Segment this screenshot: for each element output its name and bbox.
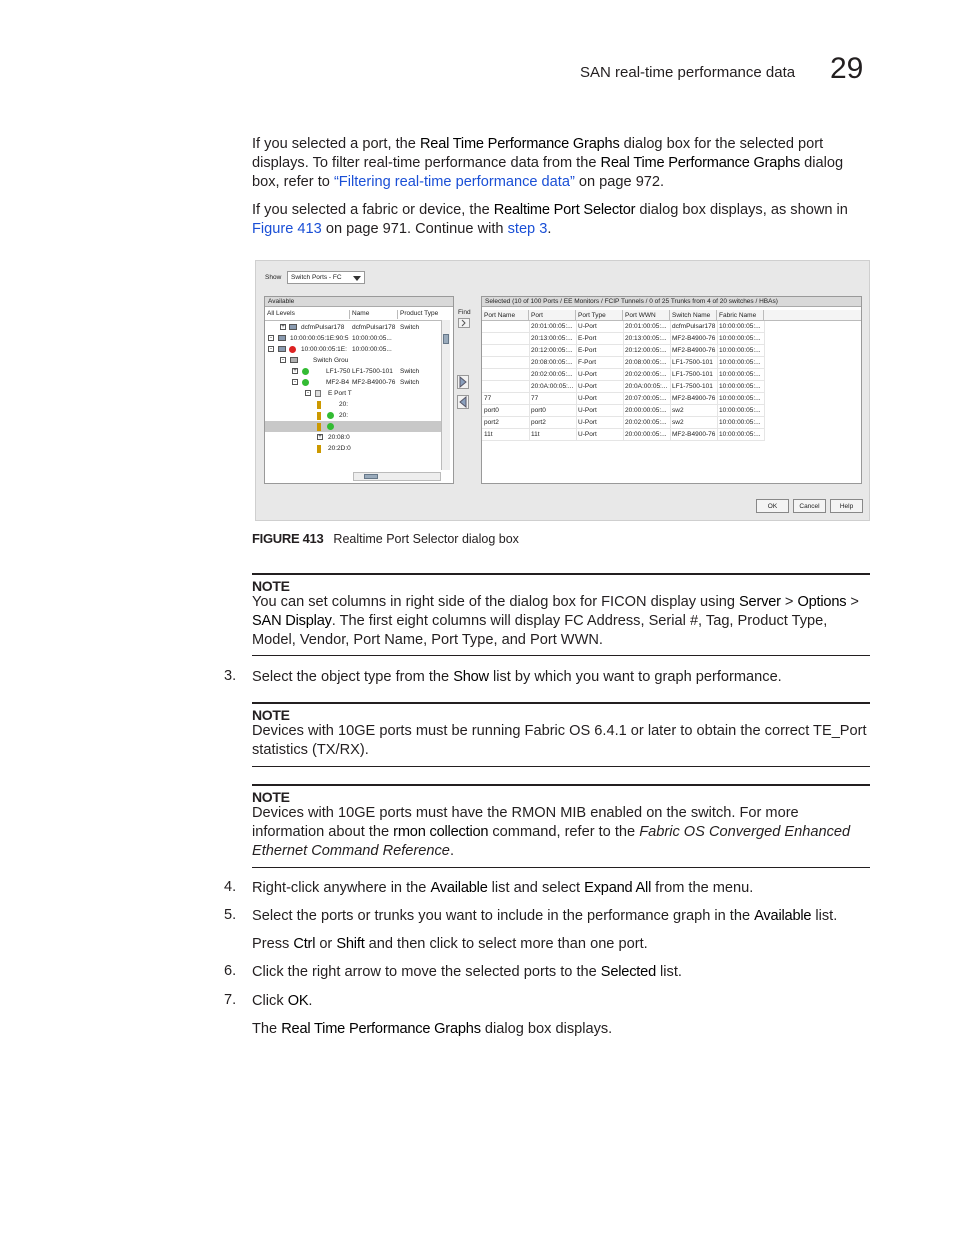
table-cell: U-Port [578,431,597,438]
table-cell [482,381,529,393]
move-left-button[interactable] [457,395,469,409]
note-body: You can set columns in right side of the dialog box for FICON display using Server > Options > SAN Display. The first eight columns will display FC Address, Serial #, Tag, Product Type, Model, Vendor, Port Name, Port Type, and Port WWN. [252,594,859,648]
table-cell: port0 [531,407,546,414]
selected-grid [482,321,861,451]
running-header-title: SAN real-time performance data [580,64,796,81]
table-cell: 20:0A:00:05:... [531,383,574,390]
table-cell: 20:08:00:05:... [625,359,667,366]
table-cell: 20:02:00:05:... [625,419,667,426]
selected-pane [481,296,862,484]
collapse-icon[interactable]: - [307,390,309,396]
help-button[interactable]: Help [830,499,863,513]
tree-row[interactable]: 20:2D:0 [265,443,441,454]
available-pane [264,296,454,484]
step-number: 4. [224,879,237,895]
table-cell: 11t [531,431,540,438]
status-error-icon [289,346,296,353]
ok-button[interactable]: OK [756,499,789,513]
table-cell: 10:00:00:05:... [719,347,761,354]
show-select[interactable]: Switch Ports - FC [287,271,365,284]
tree-row-selected[interactable] [265,421,441,432]
table-cell [482,345,529,357]
table-cell: 10:00:00:05:... [719,395,761,402]
note-bottom-rule [252,655,870,656]
show-label: Show [265,274,282,281]
table-cell: 10:00:00:05:... [719,371,761,378]
column-header[interactable]: All Levels [265,310,350,319]
table-cell: U-Port [578,395,597,402]
collapse-icon[interactable]: - [294,379,296,385]
find-label: Find [458,309,471,316]
step-number: 5. [224,907,237,923]
expand-icon[interactable]: + [318,434,322,440]
table-cell: 20:07:00:05:... [625,395,667,402]
port-icon [317,401,321,409]
collapse-icon[interactable]: - [270,335,272,341]
horizontal-scrollbar[interactable] [353,472,441,481]
collapse-icon[interactable]: - [270,346,272,352]
table-cell: 20:01:00:05:... [531,323,573,330]
table-cell: MF2-B4900-76 [672,395,716,402]
status-ok-icon [302,379,309,386]
ui-term: Realtime Port Selector [493,202,636,218]
column-header[interactable]: Port Name [482,310,529,321]
paragraph-fabric-selected: If you selected a fabric or device, the Realtime Port Selector dialog box displays, as shown in Figure 413 on page 971. Continue with step 3. [252,202,848,237]
table-cell: port0 [484,407,499,414]
selected-table-row[interactable] [482,357,764,369]
table-cell: 20:12:00:05:... [625,347,667,354]
column-header[interactable]: Fabric Name [717,310,764,321]
selected-table-row[interactable] [482,321,764,333]
final-text: The Real Time Performance Graphs dialog box displays. [252,1021,613,1037]
note-body: Devices with 10GE ports must be running Fabric OS 6.4.1 or later to obtain the correct TE_Port statistics (TX/RX). [252,723,867,758]
ui-term: Real Time Performance Graphs [419,136,620,152]
available-label: Available [265,297,453,307]
link-step-3[interactable]: step 3 [507,221,548,237]
cancel-button[interactable]: Cancel [793,499,826,513]
table-cell: U-Port [578,323,597,330]
table-cell [482,369,529,381]
table-cell: sw2 [672,419,684,426]
column-header[interactable]: Switch Name [670,310,717,321]
tree-row[interactable]: 20: [265,410,441,421]
tree-row[interactable]: + 20:08:0 [318,434,350,441]
find-button[interactable] [458,318,470,328]
collapse-icon[interactable]: - [282,357,284,363]
table-cell: LF1-7500-101 [672,383,713,390]
step-text: Select the object type from the Show list by which you want to graph performance. [252,669,782,685]
step-subtext: Press Ctrl or Shift and then click to select more than one port. [252,936,648,952]
link-figure-413[interactable]: Figure 413 [252,221,322,237]
table-cell: sw2 [672,407,684,414]
note-heading: NOTE [252,578,290,594]
table-cell: 20:02:00:05:... [625,371,667,378]
step-number: 7. [224,992,237,1008]
table-cell: 20:13:00:05:... [625,335,667,342]
note-heading: NOTE [252,789,290,805]
table-cell [482,321,529,333]
fabric-icon [278,346,286,352]
table-cell: MF2-B4900-76 [672,335,716,342]
table-cell: port2 [531,419,546,426]
table-cell [482,357,529,369]
note-bottom-rule [252,766,870,767]
realtime-port-selector-dialog [255,260,870,521]
paragraph-port-selected: If you selected a port, the Real Time Performance Graphs dialog box for the selected port displays. To filter real-time performance data from the Real Time Performance Graphs dialog box, refer to “Filtering real-time performance data” on page 972. [252,136,844,190]
table-cell: 20:0A:00:05:... [625,383,668,390]
table-cell: MF2-B4900-76 [672,431,716,438]
table-cell: 10:00:00:05:... [719,419,761,426]
status-ok-icon [327,412,334,419]
port-icon [317,412,321,420]
expand-icon[interactable]: + [281,324,285,330]
table-cell: 20:00:00:05:... [625,431,667,438]
note-heading: NOTE [252,707,290,723]
tree-row[interactable]: - MF2-B4 MF2-B4900-76 Switch [294,379,420,386]
tree-row[interactable]: + dcfmPulsar178 dcfmPulsar178 Switch [281,324,420,331]
vertical-scrollbar[interactable] [441,320,450,470]
tree-row[interactable]: - Switch Grou [282,357,349,364]
table-cell: port2 [484,419,499,426]
table-cell: LF1-7500-101 [672,359,713,366]
tree-row[interactable]: 20: [265,399,441,410]
note-body: Devices with 10GE ports must have the RMON MIB enabled on the switch. For more information about the rmon collection command, refer to the Fabric OS Converged Enhanced Ethernet Command Reference. [252,805,851,859]
table-cell: E-Port [578,347,597,354]
table-cell: 10:00:00:05:... [719,407,761,414]
tree-row[interactable]: + LF1-750 LF1-7500-101 Switch [293,368,420,375]
table-cell: 20:08:00:05:... [531,359,573,366]
selected-table-row[interactable] [482,429,764,441]
table-cell: U-Port [578,371,597,378]
step-text: Right-click anywhere in the Available list and select Expand All from the menu. [252,880,754,896]
note-top-rule [252,702,870,704]
column-header[interactable]: Name [350,310,398,319]
link-filtering-realtime[interactable]: “Filtering real-time performance data” [333,174,575,190]
table-cell: E-Port [578,335,597,342]
table-cell: U-Port [578,407,597,414]
port-icon [317,445,321,453]
table-cell: U-Port [578,419,597,426]
step-text: Select the ports or trunks you want to include in the performance graph in the Available list. [252,908,838,924]
status-ok-icon [302,368,309,375]
table-cell: 10:00:00:05:... [719,431,761,438]
fabric-icon [289,324,297,330]
column-header[interactable]: Port [529,310,576,321]
table-cell: MF2-B4900-76 [672,347,716,354]
table-cell: U-Port [578,383,597,390]
note-top-rule [252,784,870,786]
port-type-icon [315,390,321,397]
step-text: Click the right arrow to move the selected ports to the Selected list. [252,964,682,980]
table-cell: LF1-7500-101 [672,371,713,378]
selected-table-row[interactable] [482,369,764,381]
ui-term: Real Time Performance Graphs [600,155,801,171]
table-cell: 10:00:00:05:... [719,359,761,366]
table-cell: 77 [531,395,539,402]
selected-table-row[interactable] [482,417,764,429]
port-icon [317,423,321,431]
step-number: 3. [224,668,237,684]
selected-table-row[interactable] [482,381,764,393]
table-cell: F-Port [578,359,597,366]
column-header[interactable]: Port Type [576,310,623,321]
selected-table-row[interactable] [482,393,764,405]
tree-row[interactable]: - E Port T [307,390,352,397]
expand-icon[interactable]: + [293,368,297,374]
table-cell: 20:13:00:05:... [531,335,573,342]
table-cell: 20:01:00:05:... [625,323,667,330]
chevron-down-icon [353,276,361,281]
step-number: 6. [224,963,237,979]
table-cell: 20:02:00:05:... [531,371,573,378]
tree-row[interactable]: - 10:00:00:05:1E: 10:00:00:05... [270,346,392,353]
table-cell: dcfmPulsar178 [672,323,716,330]
table-cell: 77 [484,395,492,402]
table-cell: 10:00:00:05:... [719,383,761,390]
selected-table-row[interactable] [482,345,764,357]
note-bottom-rule [252,867,870,868]
table-cell: 11t [484,431,493,438]
fabric-icon [278,335,286,341]
step-text: Click OK. [252,993,313,1009]
selected-table-row[interactable] [482,333,764,345]
status-ok-icon [327,423,334,430]
table-cell: 10:00:00:05:... [719,323,761,330]
move-right-button[interactable] [457,375,469,389]
selected-label: Selected (10 of 100 Ports / EE Monitors / FCIP Tunnels / 0 of 25 Trunks from 4 of 20 switches / HBAs) [482,297,861,307]
column-header[interactable]: Product Type [400,310,439,317]
selected-table-row[interactable] [482,405,764,417]
table-cell: 20:00:00:05:... [625,407,667,414]
table-cell [482,333,529,345]
note-top-rule [252,573,870,575]
table-cell: 10:00:00:05:... [719,335,761,342]
figure-caption: FIGURE 413 Realtime Port Selector dialog box [252,531,519,546]
column-header[interactable]: Port WWN [623,310,670,321]
chapter-number: 29 [830,52,864,85]
tree-row[interactable]: - 10:00:00:05:1E:90:5 10:00:00:05... [270,335,392,342]
switch-group-icon [290,357,298,363]
table-cell: 20:12:00:05:... [531,347,573,354]
